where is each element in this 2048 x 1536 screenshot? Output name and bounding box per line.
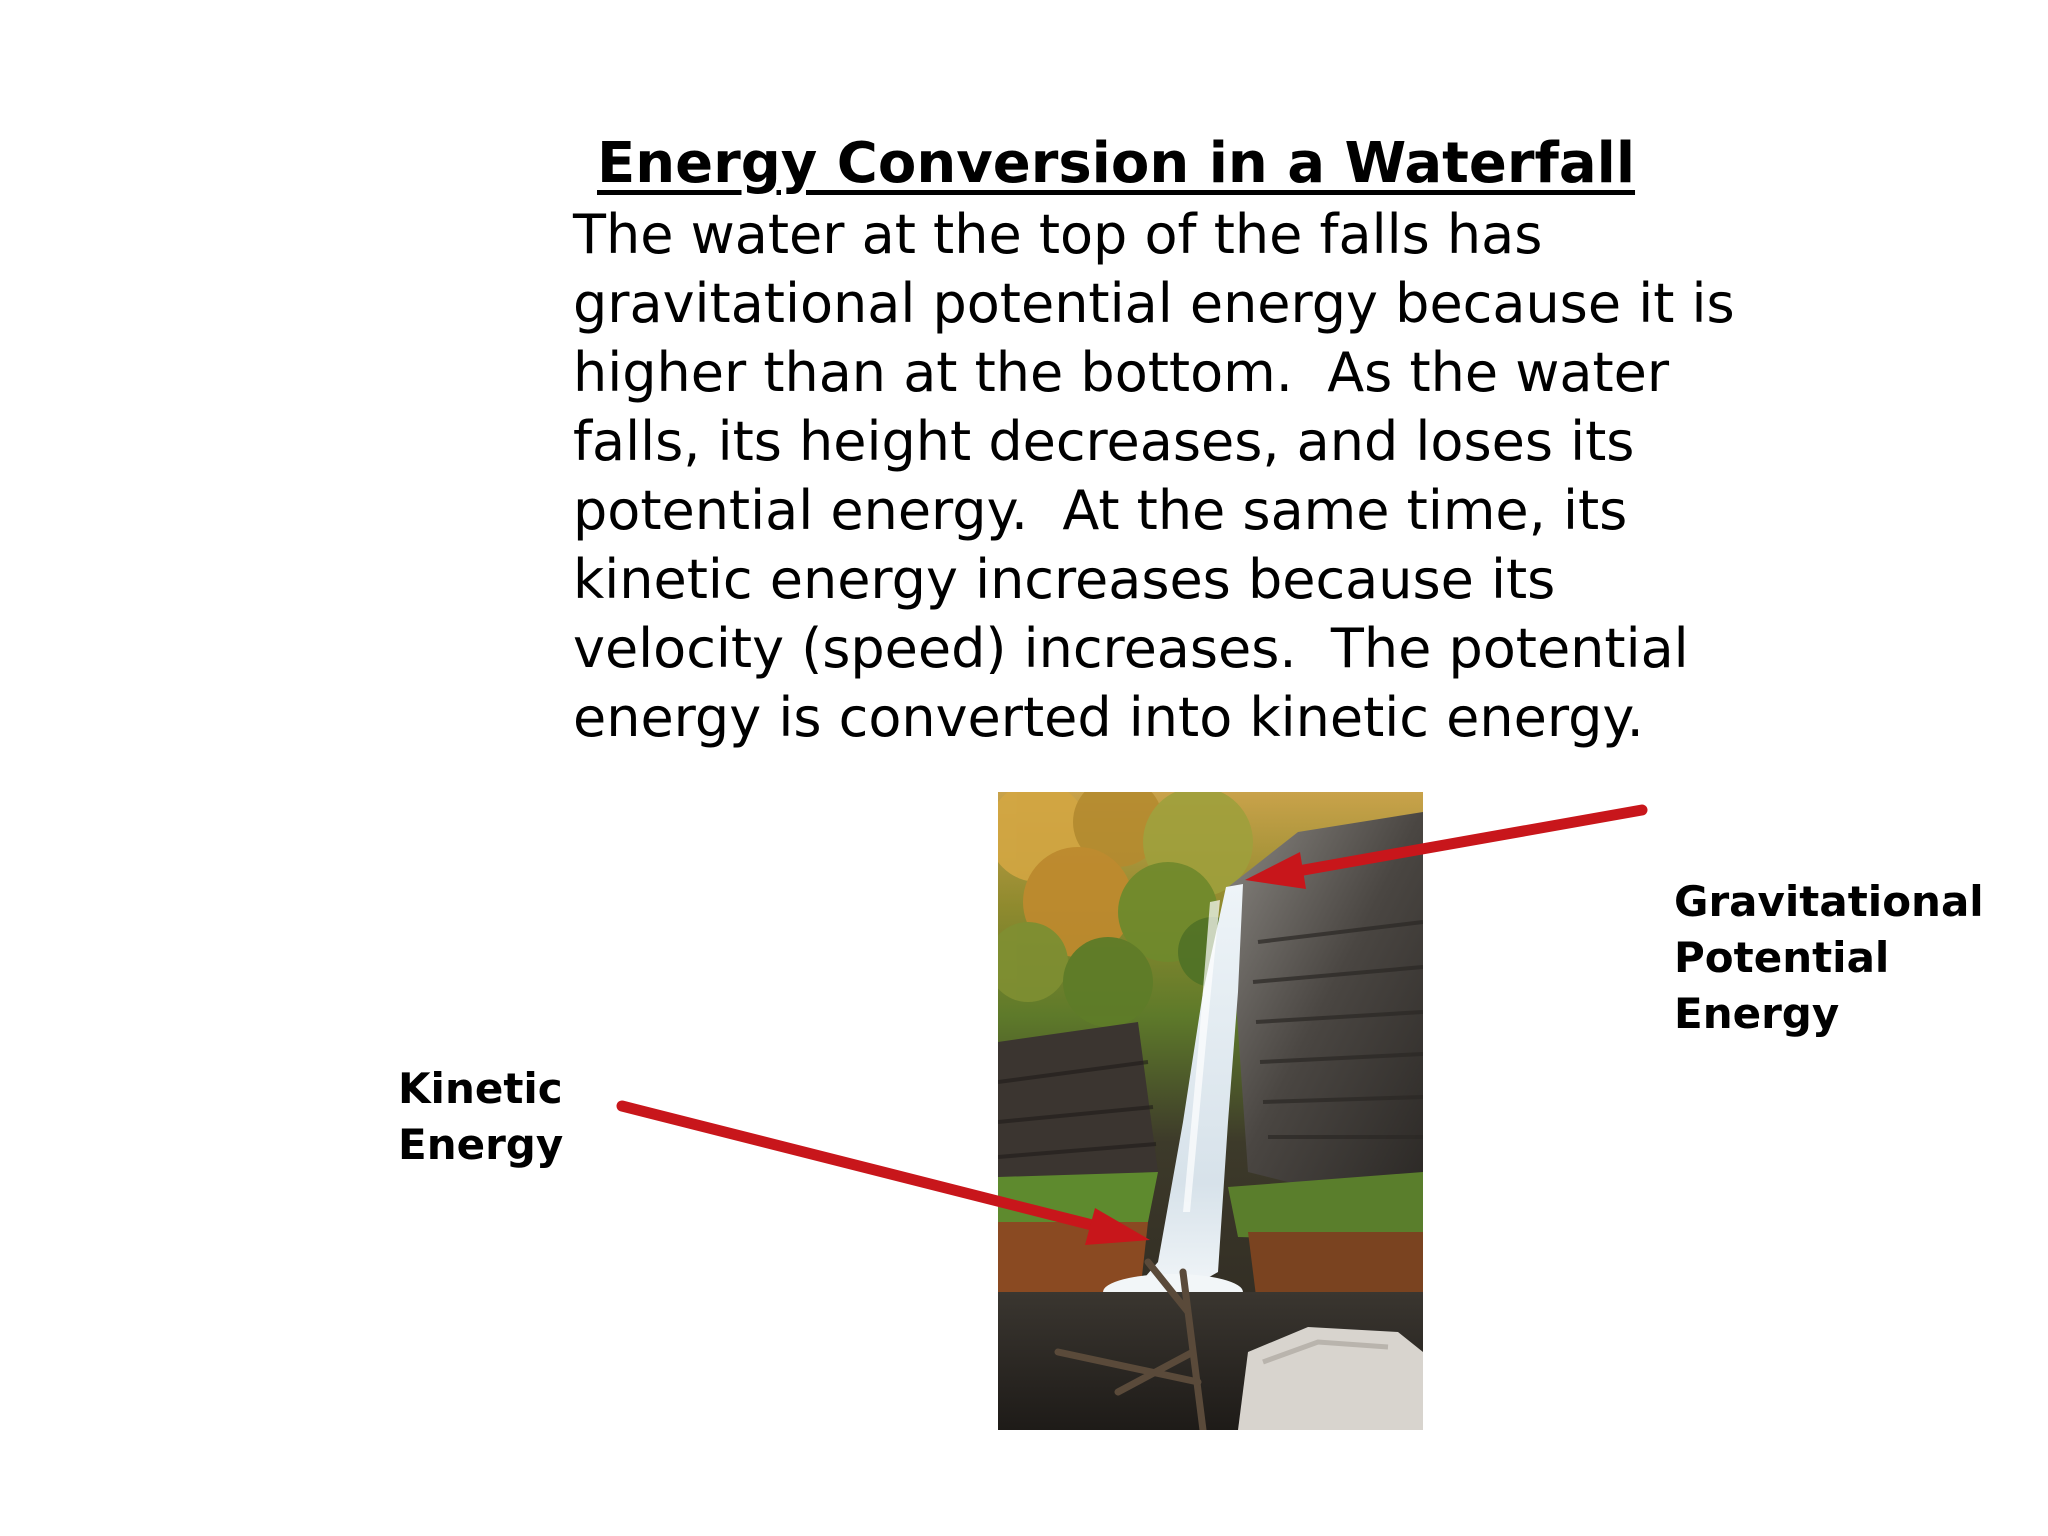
label-line: Potential (1674, 933, 1890, 982)
label-line: Energy (1674, 989, 1840, 1038)
body-line: gravitational potential energy because it is (573, 272, 1735, 335)
body-line: falls, its height decreases, and loses its (573, 410, 1635, 473)
label-line: Energy (398, 1120, 564, 1169)
body-line: kinetic energy increases because its (573, 548, 1556, 611)
kinetic-energy-label (398, 1061, 563, 1173)
waterfall-photo (998, 792, 1423, 1430)
body-line: energy is converted into kinetic energy. (573, 686, 1644, 749)
label-line: Kinetic (398, 1064, 563, 1113)
body-line: The water at the top of the falls has (573, 203, 1543, 266)
gravitational-potential-energy-label (1674, 874, 1984, 1042)
body-line: velocity (speed) increases. The potential (573, 617, 1689, 680)
slide-title: Energy Conversion in a Waterfall (597, 131, 1636, 196)
body-line: potential energy. At the same time, its (573, 479, 1628, 542)
body-paragraph (573, 200, 1733, 752)
body-line: higher than at the bottom. As the water (573, 341, 1670, 404)
label-line: Gravitational (1674, 877, 1984, 926)
